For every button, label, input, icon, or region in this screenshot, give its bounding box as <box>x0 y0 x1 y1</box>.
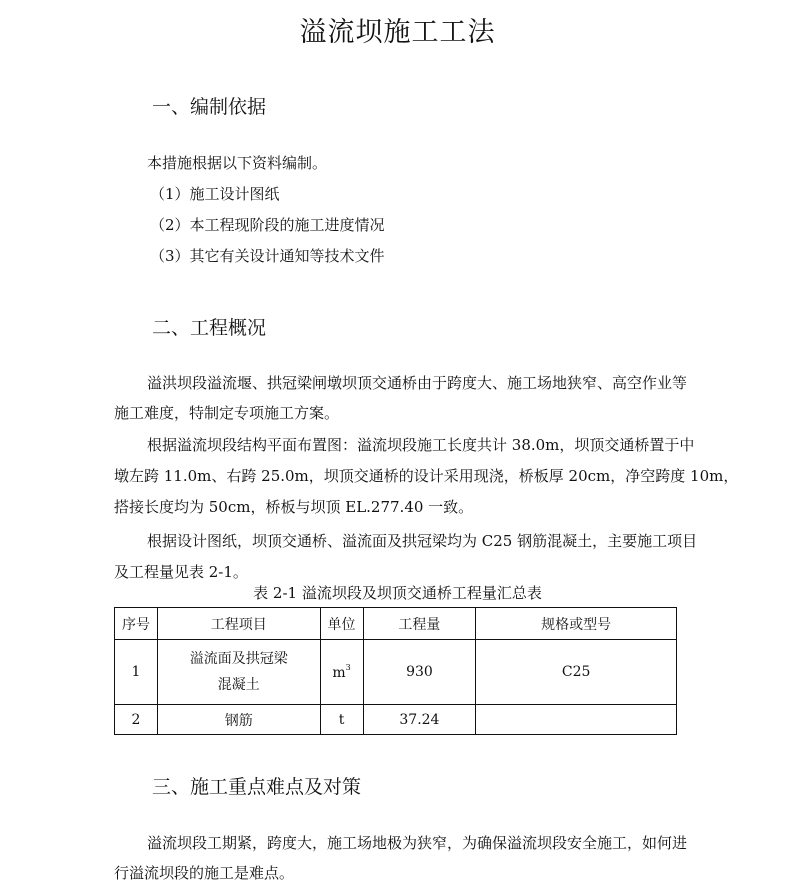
table-header-row <box>115 608 677 640</box>
section1-intro: 本措施根据以下资料编制。 <box>147 154 328 172</box>
unit-superscript: 3 <box>345 663 351 672</box>
table-row <box>115 705 677 735</box>
cell-unit <box>320 640 363 705</box>
item-line-1: 溢流面及拱冠梁 <box>189 651 288 667</box>
paragraph-line: 施工难度，特制定专项施工方案。 <box>114 404 340 422</box>
header-cell: 工程量 <box>363 608 476 640</box>
list-item: （3）其它有关设计通知等技术文件 <box>150 247 385 265</box>
item-line-2: 混凝土 <box>217 677 260 693</box>
cell-unit: t <box>320 705 363 735</box>
cell-spec <box>476 705 677 735</box>
table-caption: 表 2-1 溢流坝段及坝顶交通桥工程量汇总表 <box>253 584 542 602</box>
section-heading-1: 一、编制依据 <box>152 96 267 118</box>
cell-qty: 37.24 <box>363 705 476 735</box>
table-row <box>115 640 677 705</box>
cell-item <box>157 640 320 705</box>
paragraph-line: 墩左跨 11.0m、右跨 25.0m，坝顶交通桥的设计采用现浇，桥板厚 20cm，净空跨度 10m， <box>114 467 739 485</box>
header-cell: 规格或型号 <box>476 608 677 640</box>
document-title: 溢流坝施工工法 <box>299 17 496 48</box>
unit-text: m <box>332 665 346 681</box>
cell-no: 2 <box>115 705 158 735</box>
quantity-table <box>114 607 677 735</box>
paragraph-line: 搭接长度均为 50cm，桥板与坝顶 EL.277.40 一致。 <box>114 498 474 516</box>
list-item: （1）施工设计图纸 <box>150 185 280 203</box>
list-item: （2）本工程现阶段的施工进度情况 <box>150 216 385 234</box>
paragraph-line: 根据溢流坝段结构平面布置图：溢流坝段施工长度共计 38.0m，坝顶交通桥置于中 <box>147 436 695 454</box>
header-cell: 单位 <box>320 608 363 640</box>
header-cell: 序号 <box>115 608 158 640</box>
paragraph-line: 根据设计图纸，坝顶交通桥、溢流面及拱冠梁均为 C25 钢筋混凝土，主要施工项目 <box>147 532 698 550</box>
cell-qty: 930 <box>363 640 476 705</box>
cell-no: 1 <box>115 640 158 705</box>
paragraph-line: 溢流坝段工期紧，跨度大，施工场地极为狭窄，为确保溢流坝段安全施工，如何进 <box>147 834 688 852</box>
cell-item: 钢筋 <box>157 705 320 735</box>
paragraph-line: 及工程量见表 2-1。 <box>114 563 248 581</box>
cell-spec: C25 <box>476 640 677 705</box>
paragraph-line: 溢洪坝段溢流堰、拱冠梁闸墩坝顶交通桥由于跨度大、施工场地狭窄、高空作业等 <box>147 374 688 392</box>
section-heading-2: 二、工程概况 <box>152 317 267 339</box>
header-cell: 工程项目 <box>157 608 320 640</box>
section-heading-3: 三、施工重点难点及对策 <box>152 776 362 798</box>
paragraph-line: 行溢流坝段的施工是难点。 <box>114 864 295 882</box>
